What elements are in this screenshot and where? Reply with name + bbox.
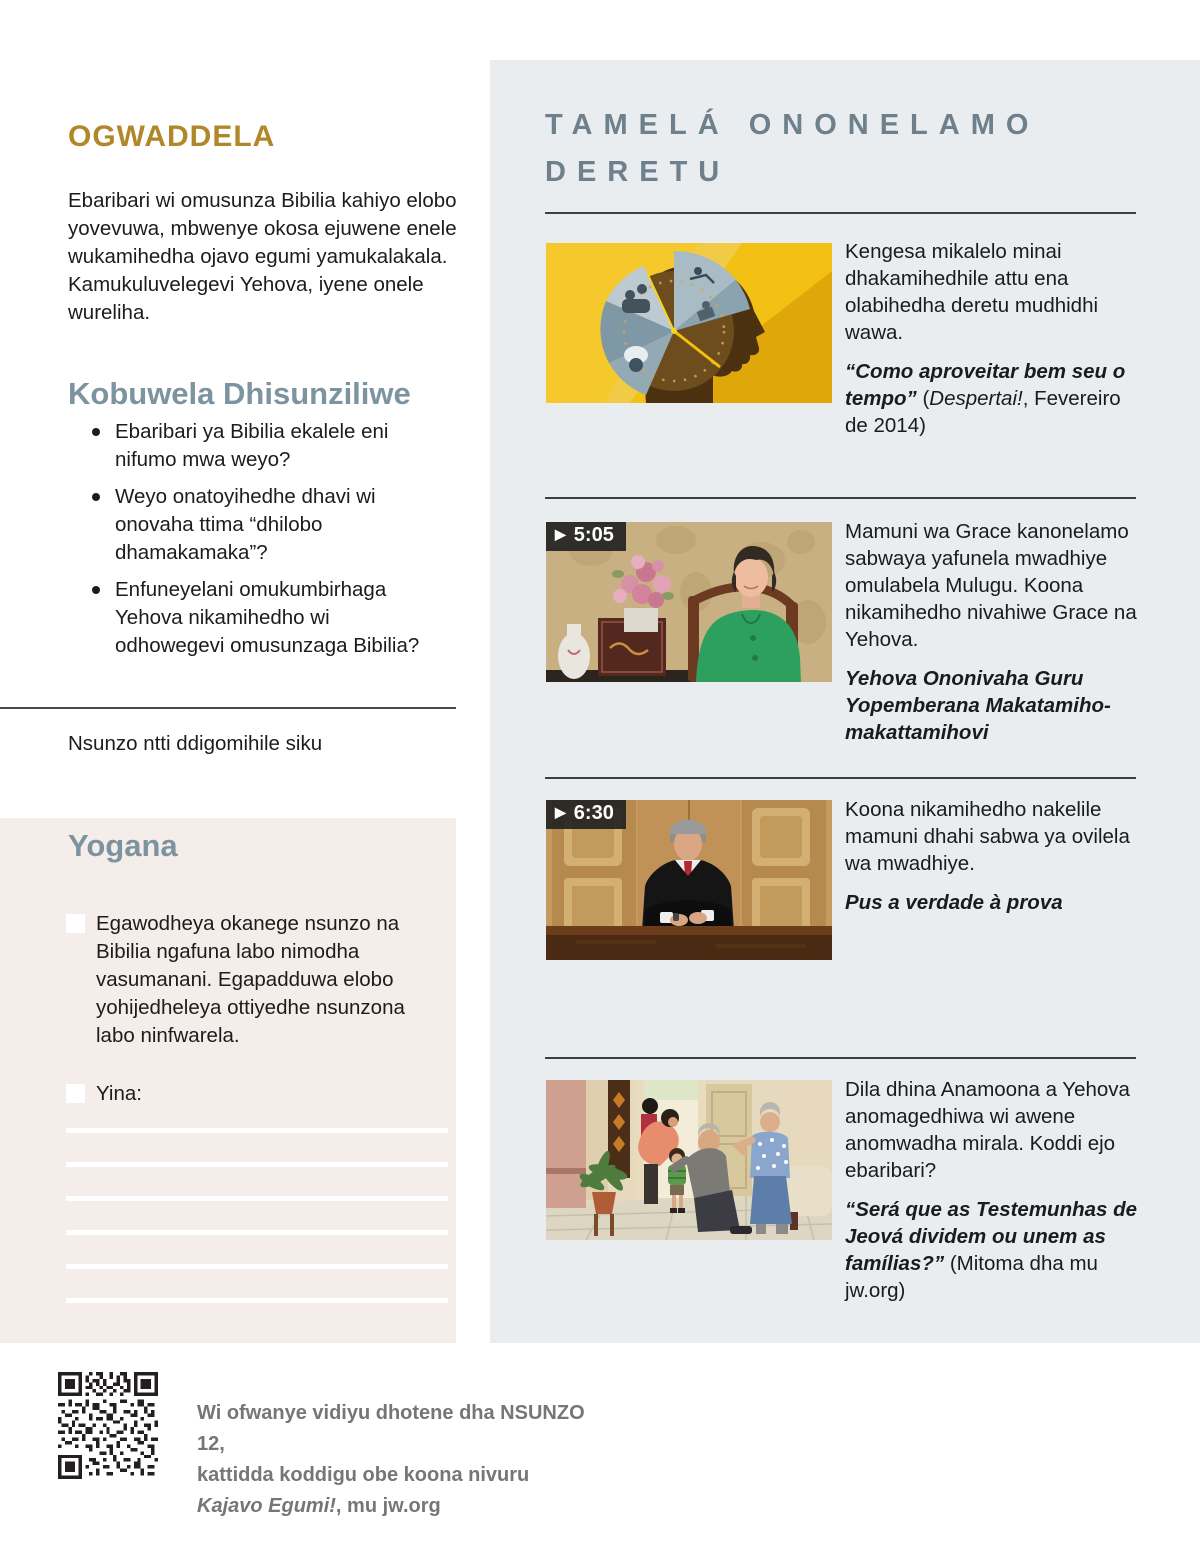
checkbox[interactable] <box>66 1084 85 1103</box>
divider <box>545 777 1136 779</box>
video-duration: 5:05 <box>573 524 614 546</box>
media-item-text <box>845 1076 1139 1304</box>
divider <box>545 497 1136 499</box>
media-sidebar <box>490 60 1200 1343</box>
checkbox[interactable] <box>66 914 85 933</box>
goal-text: Yina: <box>96 1082 142 1105</box>
goal-checkbox-item <box>66 910 436 1050</box>
media-description: Koona nikamihedho nakelile mamuni dhahi sabwa ya ovilela wa mwadhiye. <box>845 798 1130 875</box>
grace-interview-video-thumbnail[interactable] <box>546 522 832 682</box>
media-item-text <box>845 796 1139 916</box>
goal-checkbox-item <box>66 1080 436 1108</box>
play-icon: ▶ <box>555 804 566 820</box>
clock-head-illustration <box>546 243 832 403</box>
divider <box>545 1057 1136 1059</box>
qr-code[interactable] <box>58 1372 158 1478</box>
completion-note: Nsunzo ntti ddigomihile siku <box>68 732 323 755</box>
media-description: Mamuni wa Grace kanonelamo sabwaya yafunela mwadhiye omulabela Mulugu. Koona nikamihedho nivahiwe Grace na Yehova. <box>845 520 1137 651</box>
footer-publication-title: Kajavo Egumi! <box>197 1495 336 1517</box>
play-icon: ▶ <box>555 526 566 542</box>
writing-line[interactable] <box>66 1264 448 1269</box>
question-item: Enfuneyelani omukumbirhaga Yehova nikamihedho wi odhowegevi omusunzaga Bibilia? <box>68 576 440 660</box>
intro-paragraph: Ebaribari wi omusunza Bibilia kahiyo elobo yovevuwa, mbwenye okosa ejuwene enele wukamihedha ojavo egumi yamukalakala. Kamukuluvelegevi Yehova, iyene onele wureliha. <box>68 188 457 324</box>
writing-line[interactable] <box>66 1128 448 1133</box>
section-title-yogana: Yogana <box>68 828 178 863</box>
media-description: Kengesa mikalelo minai dhakamihedhile attu ena olabihedha deretu mudhidhi wawa. <box>845 240 1099 344</box>
video-duration-badge <box>546 522 626 551</box>
writing-line[interactable] <box>66 1196 448 1201</box>
businessman-video-thumbnail[interactable] <box>546 800 832 960</box>
question-list <box>68 418 440 669</box>
media-description: Dila dhina Anamoona a Yehova anomagedhiwa wi awene anomwadha mirala. Koddi ejo ebaribari? <box>845 1078 1130 1182</box>
media-reference: “Será que as Testemunhas de Jeová dividem ou unem as famílias?” (Mitoma dha mu jw.org) <box>845 1198 1138 1302</box>
sidebar-title: TAMELÁ ONONELAMO DERETU <box>545 109 1040 188</box>
video-duration-badge <box>546 800 626 829</box>
footer-line1: Wi ofwanye vidiyu dhotene dha NSUNZO 12, <box>197 1402 585 1455</box>
question-item: Weyo onatoyihedhe dhavi wi onovaha ttima “dhilobo dhamakamaka”? <box>68 483 440 567</box>
media-reference: “Como aproveitar bem seu o tempo” (Despertai!, Fevereiro de 2014) <box>845 360 1126 437</box>
writing-line[interactable] <box>66 1230 448 1235</box>
footer-line3-rest: , mu jw.org <box>335 1495 441 1517</box>
media-item-text <box>845 518 1139 746</box>
media-reference: Pus a verdade à prova <box>845 891 1063 914</box>
video-duration: 6:30 <box>573 802 614 824</box>
goal-text: Egawodheya okanege nsunzo na Bibilia ngafuna labo nimodha vasumanani. Egapadduwa elobo yohijedheleya ottiyedhe nsunzona labo ninfwarela. <box>96 912 405 1047</box>
media-reference: Yehova Ononivaha Guru Yopemberana Makatamiho-makattamihovi <box>845 667 1111 744</box>
writing-line[interactable] <box>66 1162 448 1167</box>
section-title-ogwaddela: OGWADDELA <box>68 120 276 154</box>
writing-line[interactable] <box>66 1298 448 1303</box>
family-doorway-photo <box>546 1080 832 1240</box>
footer-note <box>197 1398 617 1522</box>
yogana-goal-box <box>0 818 456 1343</box>
media-item-text <box>845 238 1139 439</box>
divider <box>0 707 456 709</box>
question-item: Ebaribari ya Bibilia ekalele eni nifumo mwa weyo? <box>68 418 440 474</box>
section-title-kobuwela: Kobuwela Dhisunziliwe <box>68 375 411 411</box>
divider <box>545 212 1136 214</box>
footer-line2: kattidda koddigu obe koona nivuru <box>197 1464 530 1486</box>
